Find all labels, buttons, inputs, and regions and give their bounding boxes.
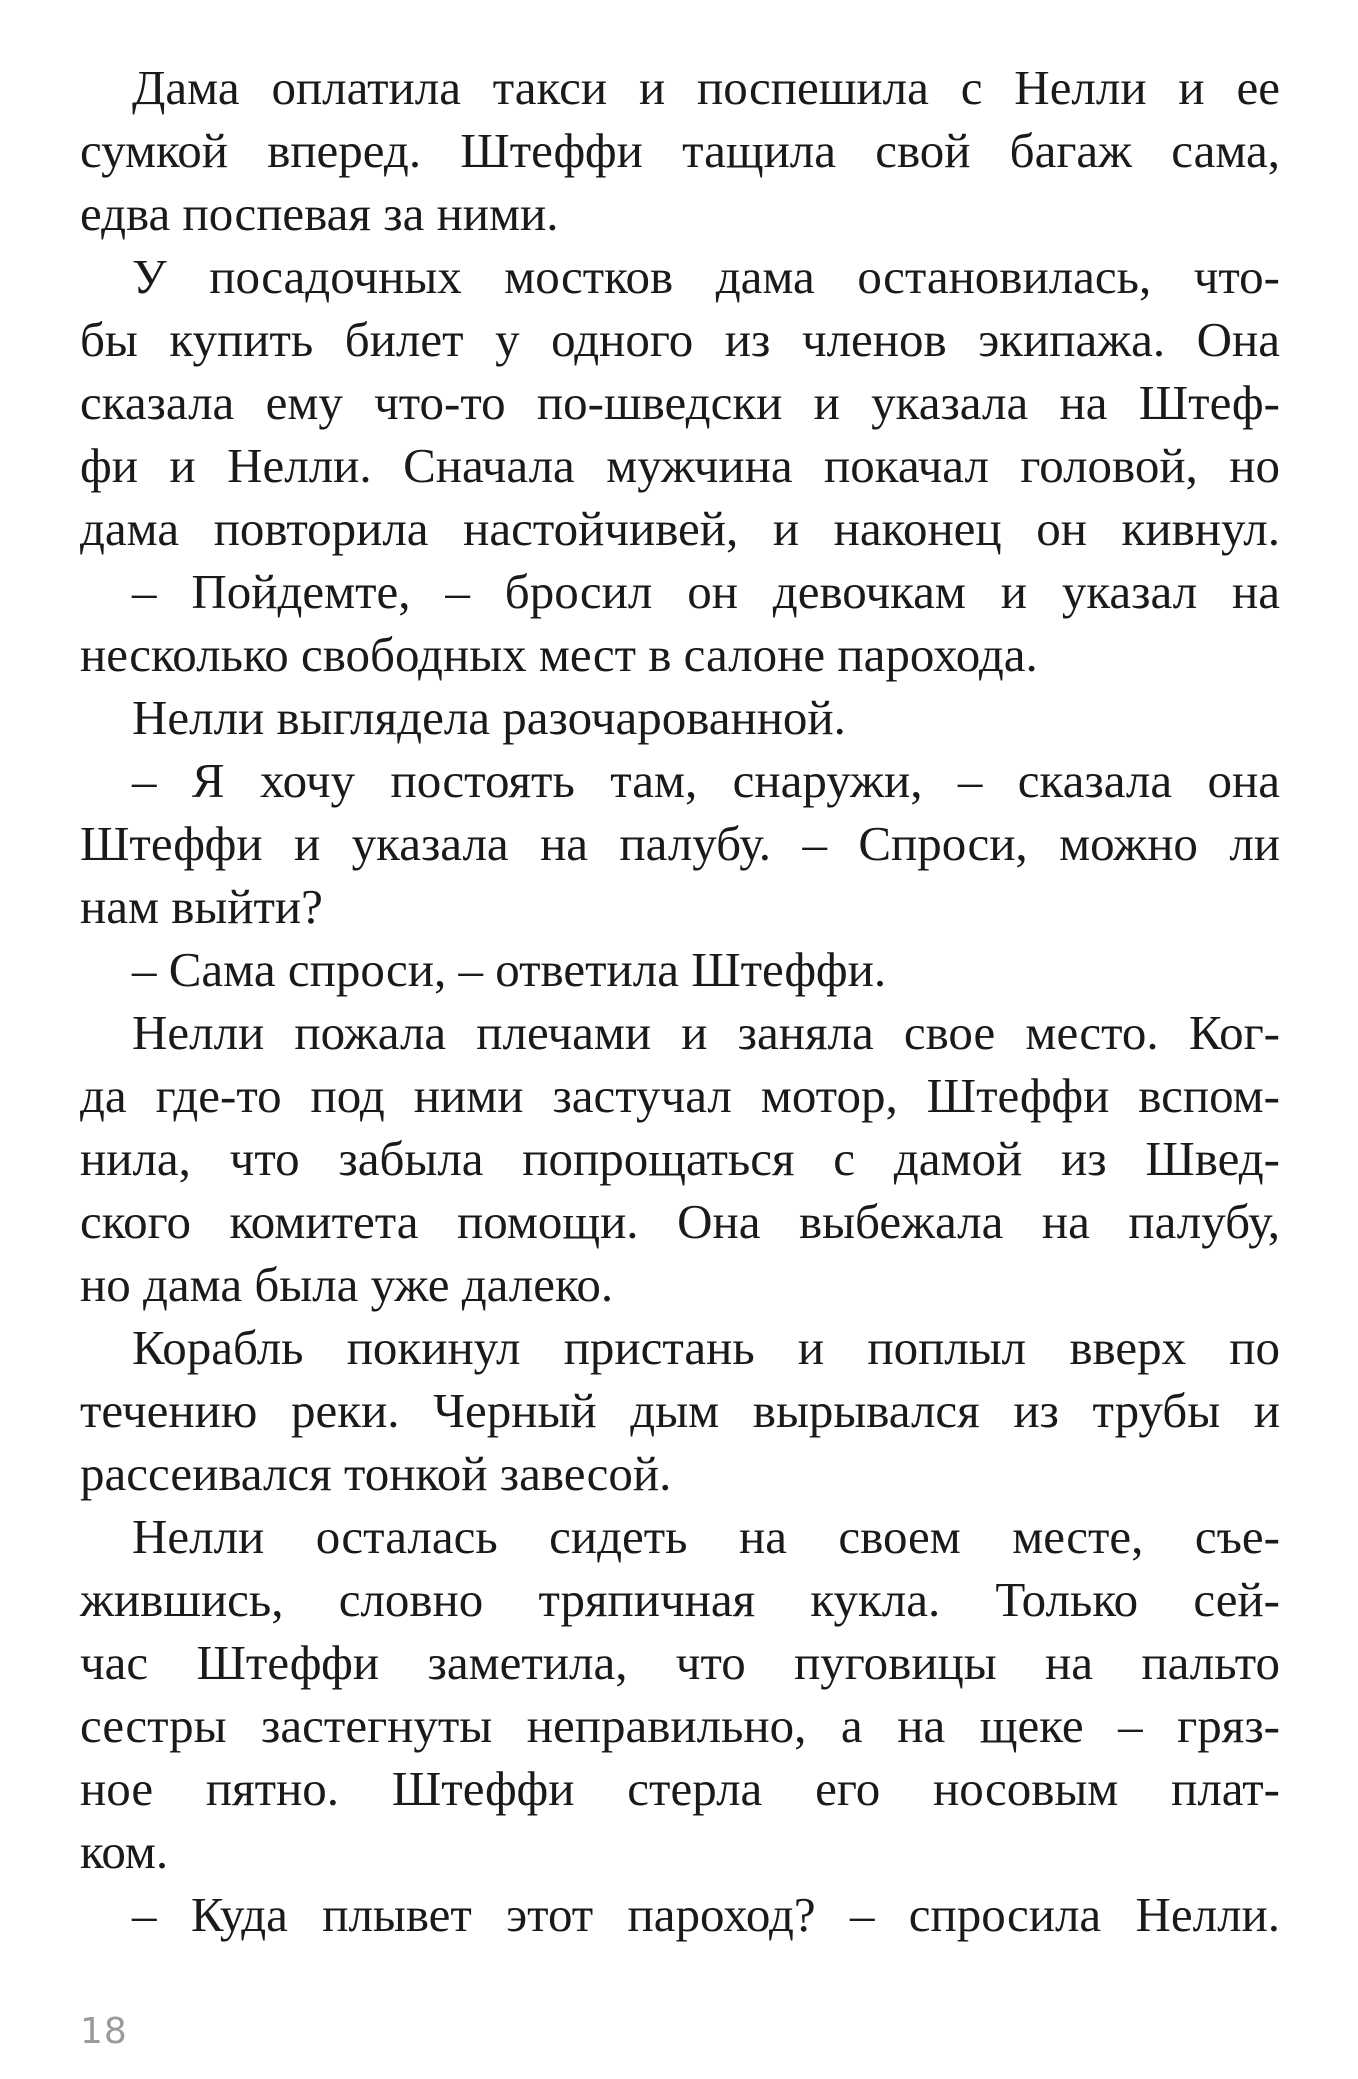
text-line: Штеффи и указала на палубу. – Спроси, можно ли [80, 816, 1280, 871]
text-line: Нелли пожала плечами и заняла свое место. Ког- [132, 1005, 1280, 1060]
text-line: У посадочных мостков дама остановилась, что- [132, 249, 1280, 304]
text-line: бы купить билет у одного из членов экипажа. Она [80, 312, 1280, 367]
text-line: Нелли осталась сидеть на своем месте, съе- [132, 1509, 1280, 1564]
text-line: сумкой вперед. Штеффи тащила свой багаж сама, [80, 123, 1280, 178]
text-line: – Сама спроси, – ответила Штеффи. [132, 942, 887, 997]
text-line: жившись, словно тряпичная кукла. Только сей- [80, 1572, 1280, 1627]
text-line: час Штеффи заметила, что пуговицы на пальто [80, 1635, 1280, 1690]
text-line: но дама была уже далеко. [80, 1257, 614, 1312]
page-number: 18 [80, 2011, 128, 2052]
text-line: сестры застегнуты неправильно, а на щеке – гряз- [80, 1698, 1280, 1753]
text-line: нам выйти? [80, 879, 323, 934]
text-line: течению реки. Черный дым вырывался из трубы и [80, 1383, 1280, 1438]
text-line: ное пятно. Штеффи стерла его носовым плат- [80, 1761, 1280, 1816]
text-line: Корабль покинул пристань и поплыл вверх по [132, 1320, 1280, 1375]
text-line: – Куда плывет этот пароход? – спросила Нелли. [132, 1887, 1280, 1942]
text-line: едва поспевая за ними. [80, 186, 559, 241]
text-line: ского комитета помощи. Она выбежала на палубу, [80, 1194, 1280, 1249]
text-line: несколько свободных мест в салоне парохода. [80, 627, 1038, 682]
text-line: – Я хочу постоять там, снаружи, – сказала она [132, 753, 1280, 808]
text-line: да где-то под ними застучал мотор, Штеффи вспом- [80, 1068, 1280, 1123]
text-line: рассеивался тонкой завесой. [80, 1446, 672, 1501]
text-line: Дама оплатила такси и поспешила с Нелли и ее [132, 60, 1280, 115]
text-line: Нелли выглядела разочарованной. [132, 690, 846, 745]
text-line: фи и Нелли. Сначала мужчина покачал головой, но [80, 438, 1280, 493]
text-line: сказала ему что-то по-шведски и указала на Штеф- [80, 375, 1280, 430]
text-line: нила, что забыла попрощаться с дамой из Швед- [80, 1131, 1280, 1186]
text-line: ком. [80, 1824, 169, 1879]
text-line: – Пойдемте, – бросил он девочкам и указал на [132, 564, 1280, 619]
text-line: дама повторила настойчивей, и наконец он кивнул. [80, 501, 1280, 556]
